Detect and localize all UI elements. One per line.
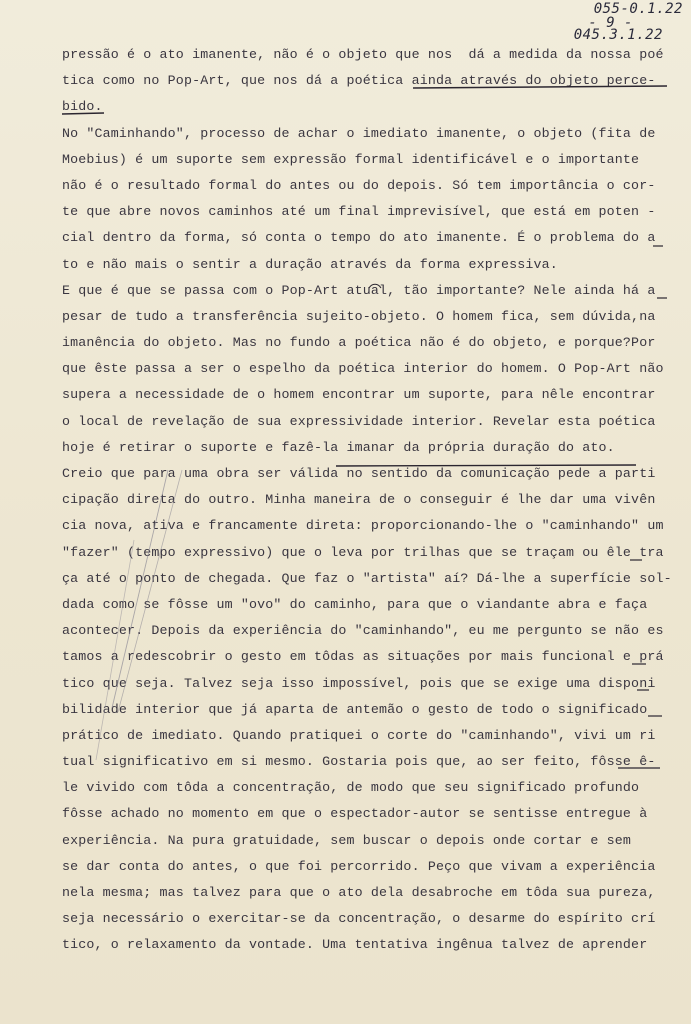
text-line: ça até o ponto de chegada. Que faz o "artista" aí? Dá-lhe a superfície sol-: [62, 570, 672, 586]
text-line: experiência. Na pura gratuidade, sem buscar o depois onde cortar e sem: [62, 832, 632, 848]
text-line: imanência do objeto. Mas no fundo a poética não é do objeto, e porque?Por: [62, 335, 656, 351]
text-line: cial dentro da forma, só conta o tempo do ato imanente. É o problema do a: [62, 230, 656, 246]
text-line: seja necessário o exercitar-se da concentração, o desarme do espírito crí: [62, 911, 656, 927]
text-line: le vivido com tôda a concentração, de modo que seu significado profundo: [62, 780, 640, 796]
text-line: tamos a redescobrir o gesto em tôdas as situações por mais funcional e prá: [62, 649, 664, 665]
text-line: to e não mais o sentir a duração através da forma expressiva.: [62, 256, 558, 272]
text-line: nela mesma; mas talvez para que o ato dela desabroche em tôda sua pureza,: [62, 885, 656, 900]
text-line: hoje é retirar o suporte e fazê-la imanar da própria duração do ato.: [62, 439, 615, 455]
text-line: cia nova, ativa e francamente direta: proporcionando-lhe o "caminhando" um: [62, 518, 664, 534]
text-line: "fazer" (tempo expressivo) que o leva por trilhas que se traçam ou êle tra: [62, 544, 664, 560]
typewritten-text: [62, 42, 674, 959]
archive-reference-secondary: 045.3.1.22: [573, 27, 663, 43]
text-line: o local de revelação de sua expressividade interior. Revelar esta poética: [62, 413, 656, 429]
text-line: tica como no Pop-Art, que nos dá a poética ainda através do objeto perce-: [62, 73, 656, 89]
text-line: dada como se fôsse um "ovo" do caminho, para que o viandante abra e faça: [62, 596, 648, 612]
text-line: Creio que para uma obra ser válida no sentido da comunicação pede a parti: [62, 466, 656, 481]
text-line: pressão é o ato imanente, não é o objeto que nos dá a medida da nossa poé: [62, 47, 664, 62]
text-line: bilidade interior que já aparta de antemão o gesto de todo o significado: [62, 701, 648, 717]
text-line: Moebius) é um suporte sem expressão formal identificável e o importante: [62, 151, 640, 167]
text-line: pesar de tudo a transferência sujeito-objeto. O homem fica, sem dúvida,na: [62, 308, 656, 324]
text-line: se dar conta do antes, o que foi percorrido. Peço que vivam a experiência: [62, 858, 656, 874]
text-line: fôsse achado no momento em que o espectador-autor se sentisse entregue à: [62, 806, 648, 822]
text-line: prático de imediato. Quando pratiquei o corte do "caminhando", vivi um ri: [62, 727, 656, 743]
text-line: supera a necessidade de o homem encontrar um suporte, para nêle encontrar: [62, 387, 656, 403]
text-line: No "Caminhando", processo de achar o imediato imanente, o objeto (fita de: [62, 125, 656, 141]
text-line: tico, o relaxamento da vontade. Uma tentativa ingênua talvez de aprender: [62, 937, 648, 953]
text-line: que êste passa a ser o espelho da poética interior do homem. O Pop-Art não: [62, 361, 664, 377]
text-line: acontecer. Depois da experiência do "caminhando", eu me pergunto se não es: [62, 623, 664, 639]
text-line: tual significativo em si mesmo. Gostaria pois que, ao ser feito, fôsse ê-: [62, 754, 656, 770]
text-line: bido.: [62, 99, 103, 115]
text-line: cipação direta do outro. Minha maneira de o conseguir é lhe dar uma vivên: [62, 492, 656, 508]
text-line: tico que seja. Talvez seja isso impossível, pois que se exige uma disponi: [62, 675, 656, 691]
archive-reference-number: 055-0.1.22: [593, 1, 683, 17]
text-line: te que abre novos caminhos até um final imprevisível, que está em poten -: [62, 204, 656, 220]
text-line: não é o resultado formal do antes ou do depois. Só tem importância o cor-: [62, 177, 656, 193]
page-number: - 9 -: [588, 15, 633, 31]
text-line: E que é que se passa com o Pop-Art atual, tão importante? Nele ainda há a: [62, 282, 656, 298]
